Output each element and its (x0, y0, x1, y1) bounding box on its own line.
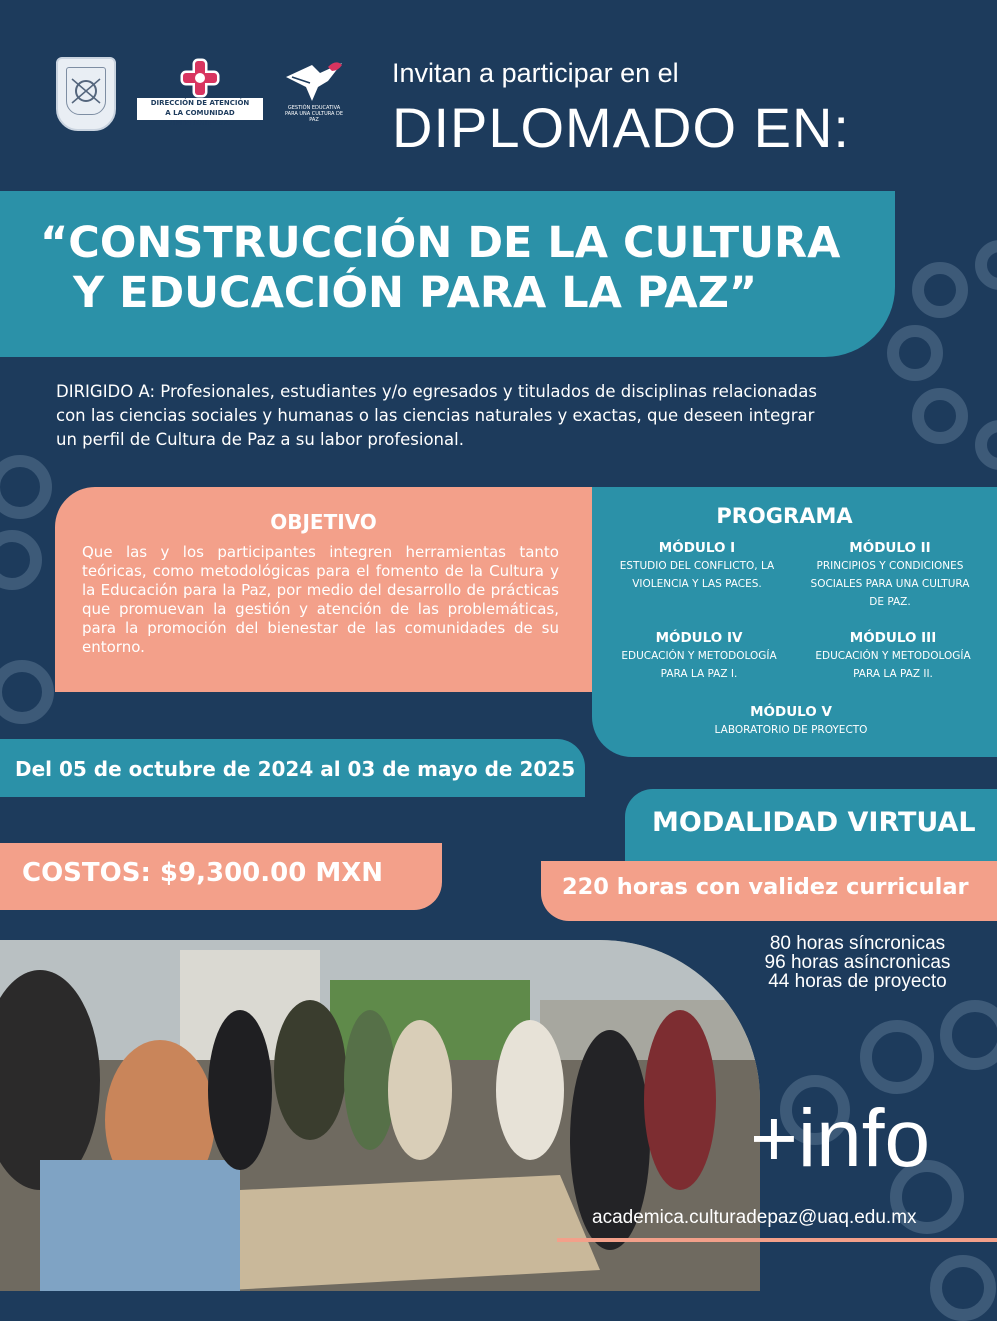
decorative-ring (0, 455, 52, 519)
module-name: MÓDULO I (658, 540, 736, 556)
module-desc: ESTUDIO DEL CONFLICTO, LA (619, 560, 775, 572)
horas-proyecto: 44 horas de proyecto (768, 971, 947, 992)
dac-line-2: A LA COMUNIDAD UNIVERSITARIA (165, 109, 235, 127)
module-1 (602, 539, 792, 593)
decorative-ring (0, 660, 54, 724)
title-line-1: “CONSTRUCCIÓN DE LA CULTURA (40, 218, 841, 268)
fechas-text: Del 05 de octubre de 2024 al 03 de mayo de 2025 (15, 757, 576, 781)
decorative-ring (912, 388, 968, 444)
diplomado-heading: DIPLOMADO EN: (392, 96, 850, 159)
decorative-ring (930, 1255, 996, 1321)
decorative-ring (975, 420, 997, 470)
invite-text: Invitan a participar en el (392, 58, 679, 88)
module-desc: EDUCACIÓN Y METODOLOGÍA (621, 650, 777, 662)
module-name: MÓDULO IV (655, 630, 743, 646)
decorative-ring (887, 325, 943, 381)
mas-info-label: +info (750, 1093, 931, 1184)
module-2 (795, 539, 985, 611)
module-desc: DE PAZ. (869, 596, 911, 608)
diplomado-title (40, 218, 890, 318)
dac-cross-logo (137, 58, 263, 127)
programa-title: PROGRAMA (716, 504, 853, 528)
module-desc: EDUCACIÓN Y METODOLOGÍA (815, 650, 971, 662)
decorative-ring (0, 530, 42, 590)
horas-asincronicas: 96 horas asíncronicas (764, 952, 951, 973)
module-desc: VIOLENCIA Y LAS PACES. (632, 578, 762, 590)
uaq-shield-logo (56, 57, 116, 131)
module-desc: PRINCIPIOS Y CONDICIONES (816, 560, 964, 572)
dirigido-text: DIRIGIDO A: Profesionales, estudiantes y/o egresados y titulados de disciplinas relacionadas con las ciencias sociales y humanas o las ciencias naturales y exactas, que deseen integrar un perfil de Cultura de Paz a su labor profesional. (56, 382, 817, 449)
module-4 (604, 629, 794, 683)
email-underline (557, 1238, 997, 1242)
module-name: MÓDULO II (849, 540, 931, 556)
module-3 (798, 629, 988, 683)
module-5 (696, 703, 886, 739)
module-desc: PARA LA PAZ II. (853, 668, 933, 680)
module-desc: SOCIALES PARA UNA CULTURA (810, 578, 970, 590)
decorative-ring (912, 262, 968, 318)
objetivo-text: Que las y los participantes integren herramientas tanto teóricas, como metodológicas para el fomento de la Cultura y la Educación para la Paz, por medio del desarrollo de prácticas que promuevan la gestión y atención de las problemáticas, para la promoción del bienestar de las comunidades de su entorno. (82, 543, 559, 656)
horas-sincronicas: 80 horas síncronicas (769, 933, 946, 954)
dac-line-1: DIRECCIÓN DE ATENCIÓN (150, 99, 250, 107)
module-desc: PARA LA PAZ I. (660, 668, 738, 680)
horas-breakdown (740, 934, 975, 991)
cultura-paz-bird-logo (282, 57, 346, 123)
objetivo-title: OBJETIVO (270, 510, 377, 534)
modalidad-text: MODALIDAD VIRTUAL (652, 807, 976, 838)
module-desc: LABORATORIO DE PROYECTO (714, 724, 868, 736)
module-name: MÓDULO III (849, 630, 937, 646)
title-line-2: Y EDUCACIÓN PARA LA PAZ” (73, 268, 758, 318)
decorative-ring (940, 1000, 997, 1070)
decorative-ring (975, 240, 997, 290)
decorative-ring (860, 1020, 934, 1094)
costos-text: COSTOS: $9,300.00 MXN (22, 858, 384, 888)
cultura-paz-caption: GESTIÓN EDUCATIVA PARA UNA CULTURA DE PAZ (284, 105, 344, 123)
contact-email[interactable]: academica.culturadepaz@uaq.edu.mx (592, 1207, 917, 1228)
module-name: MÓDULO V (750, 704, 832, 720)
horas-total: 220 horas con validez curricular (562, 874, 969, 900)
